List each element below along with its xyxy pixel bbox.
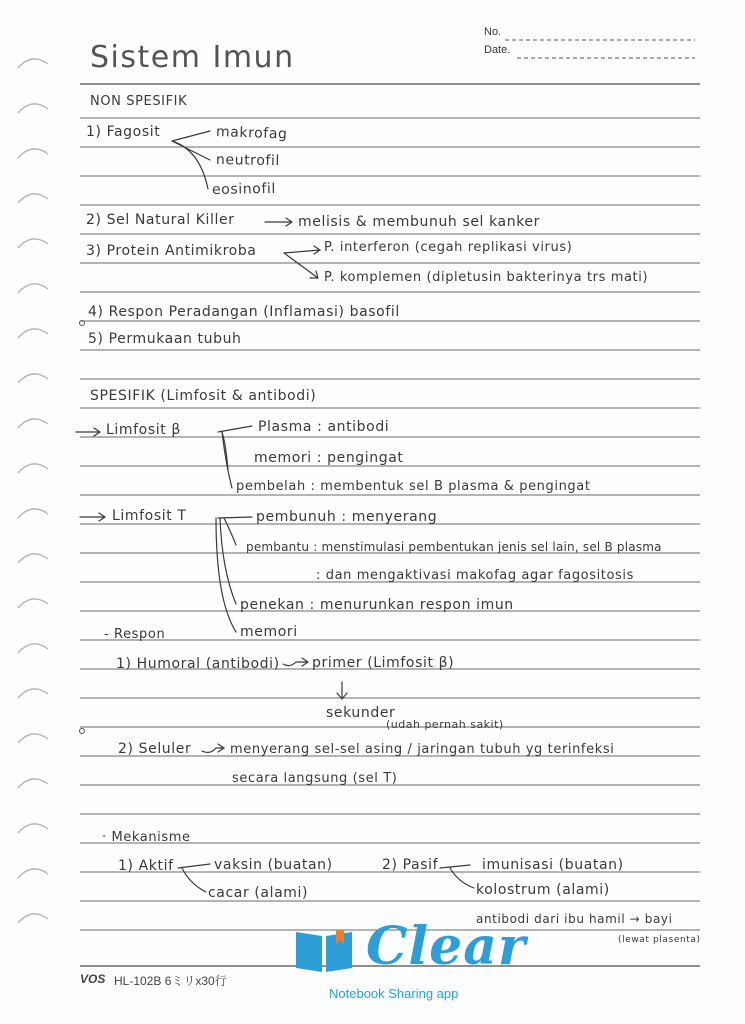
b-plasma: Plasma : antibodi xyxy=(258,419,390,435)
clear-logo-text: Clear xyxy=(366,916,527,977)
respon-seluler-desc: menyerang sel-sel asing / jaringan tubuh yg terinfeksi xyxy=(230,742,615,757)
item3-label: 3) Protein Antimikroba xyxy=(86,243,257,259)
spesifik-heading: SPESIFIK (Limfosit & antibodi) xyxy=(90,388,317,404)
mekanisme-aktif: 1) Aktif xyxy=(118,858,174,874)
b-pembelah: pembelah : membentuk sel B plasma & pengingat xyxy=(236,479,591,494)
pasif-imunisasi: imunisasi (buatan) xyxy=(482,857,624,873)
b-memori: memori : pengingat xyxy=(254,450,404,466)
clear-logo-subtitle: Notebook Sharing app xyxy=(329,986,459,1001)
mekanisme-pasif: 2) Pasif xyxy=(382,857,439,873)
respon-humoral: 1) Humoral (antibodi) xyxy=(116,656,280,672)
aktif-cacar: cacar (alami) xyxy=(208,885,309,901)
respon-sekunder-note: (udah pernah sakit) xyxy=(386,718,504,731)
item2-desc: melisis & membunuh sel kanker xyxy=(298,214,540,230)
respon-heading: - Respon xyxy=(104,627,166,642)
respon-humoral-result: primer (Limfosit β) xyxy=(312,655,455,671)
item5-label: 5) Permukaan tubuh xyxy=(88,331,242,347)
respon-sekunder: sekunder xyxy=(326,705,396,721)
fagosit-type-neutrofil: neutrofil xyxy=(215,152,281,170)
mekanisme-heading: · Mekanisme xyxy=(102,830,191,845)
aktif-vaksin: vaksin (buatan) xyxy=(214,857,333,873)
t-pembantu: pembantu : menstimulasi pembentukan jenis sel lain, sel B plasma xyxy=(246,540,662,554)
item4-label: 4) Respon Peradangan (Inflamasi) basofil xyxy=(88,304,400,320)
respon-seluler-desc2: secara langsung (sel T) xyxy=(232,771,398,786)
item2-label: 2) Sel Natural Killer xyxy=(86,212,235,228)
fagosit-type-makrofag: makrofag xyxy=(215,124,288,143)
respon-seluler: 2) Seluler xyxy=(118,741,192,757)
t-pembunuh: pembunuh : menyerang xyxy=(256,509,438,525)
limfosit-t-label: Limfosit T xyxy=(112,508,187,524)
item3-komplemen: P. komplemen (dipletusin bakterinya trs mati) xyxy=(324,270,649,285)
t-pembantu-cont: : dan mengaktivasi makofag agar fagositosis xyxy=(316,568,635,583)
fagosit-label: 1) Fagosit xyxy=(86,124,161,140)
footer-brand: VOS xyxy=(80,972,106,986)
pasif-antibodi-note: (lewat plasenta) xyxy=(618,935,701,945)
item3-interferon: P. interferon (cegah replikasi virus) xyxy=(324,240,573,255)
limfosit-b-label: Limfosit β xyxy=(106,422,181,438)
t-penekan: penekan : menurunkan respon imun xyxy=(240,597,514,613)
t-memori: memori xyxy=(240,624,298,640)
pasif-kolostrum: kolostrum (alami) xyxy=(476,882,610,898)
non-spesifik-heading: NON SPESIFIK xyxy=(90,94,188,109)
book-logo-icon xyxy=(294,926,356,974)
date-label: Date. xyxy=(484,44,511,56)
page-title: Sistem Imun xyxy=(90,40,295,75)
fagosit-type-eosinofil: eosinofil xyxy=(211,180,277,198)
no-label: No. xyxy=(484,26,502,38)
pasif-antibodi: antibodi dari ibu hamil → bayi xyxy=(476,912,673,926)
footer-model: HL-102B 6ミリx30行 xyxy=(114,974,227,988)
